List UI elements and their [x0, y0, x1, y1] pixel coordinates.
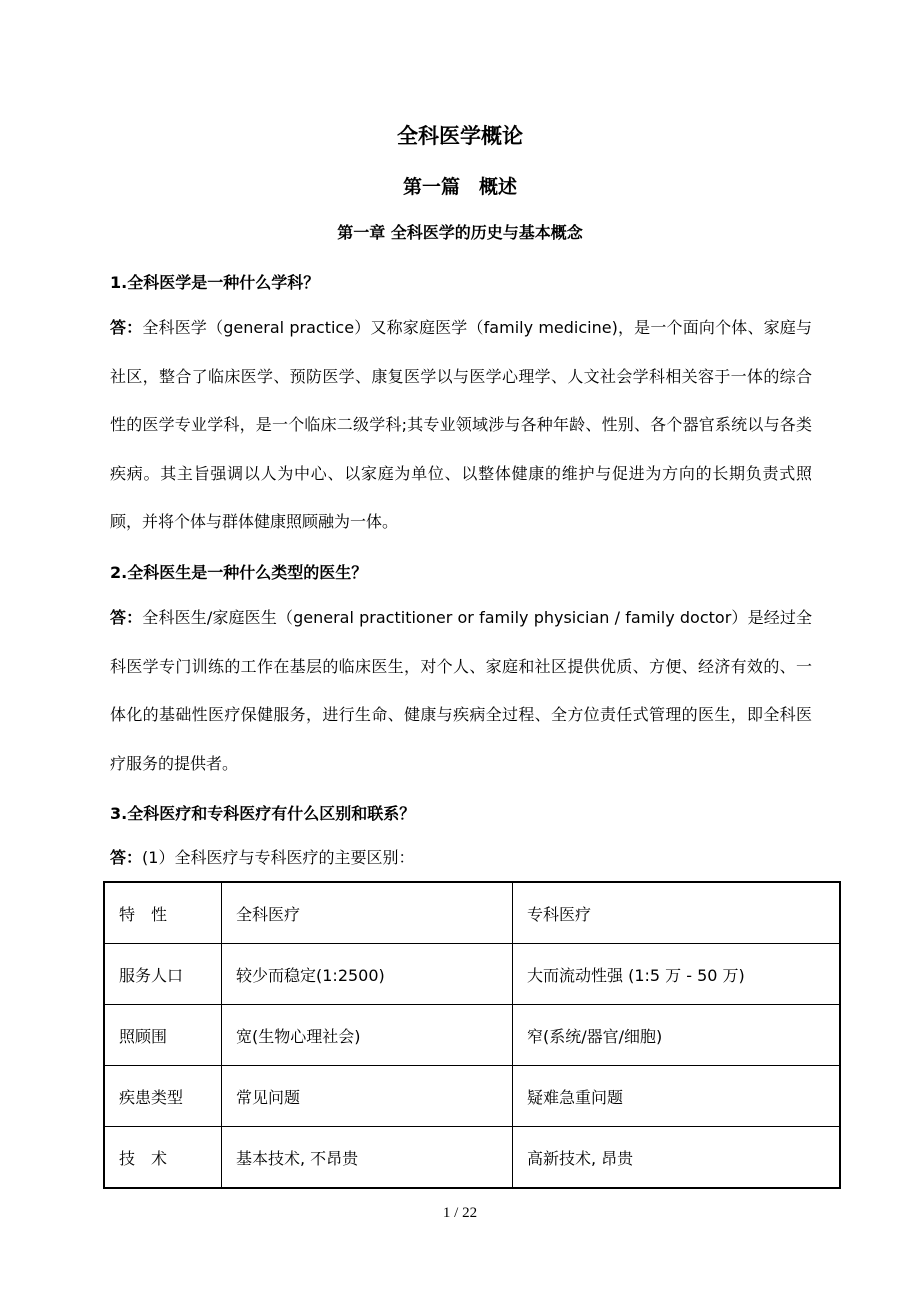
table-cell: 高新技术, 昂贵	[513, 1127, 841, 1189]
answer-3	[110, 834, 812, 883]
answer-text: 全科医学（general practice）又称家庭医学（family medicine)，是一个面向个体、家庭与社区，整合了临床医学、预防医学、康复医学以与医学心理学、人文社会学科相关容于一体的综合性的医学专业学科，是一个临床二级学科;其专业领域涉与各种年龄、性别、各个器官系统以与各类疾病。其主旨强调以人为中心、以家庭为单位、以整体健康的维护与促进为方向的长期负责式照顾，并将个体与群体健康照顾融为一体。	[110, 318, 812, 531]
table-header-cell: 专科医疗	[513, 882, 841, 944]
table-row	[104, 1005, 840, 1066]
page-number: 1 / 22	[442, 1205, 478, 1221]
table-row	[104, 1127, 840, 1189]
table-header-row	[104, 882, 840, 944]
table-cell: 宽(生物心理社会)	[222, 1005, 513, 1066]
answer-label: 答：	[110, 848, 143, 867]
answer-text: 全科医生/家庭医生（general practitioner or family physician / family doctor）是经过全科医学专门训练的工作在基层的临床医生，对个人、家庭和社区提供优质、方便、经济有效的、一体化的基础性医疗保健服务，进行生命、健康与疾病全过程、全方位责任式管理的医生，即全科医疗服务的提供者。	[110, 608, 812, 773]
table-cell: 较少而稳定(1:2500)	[222, 944, 513, 1005]
answer-text: (1）全科医疗与专科医疗的主要区别：	[142, 848, 415, 867]
table-cell: 技 术	[104, 1127, 222, 1189]
document-title: 全科医学概论	[397, 124, 523, 148]
table-cell: 常见问题	[222, 1066, 513, 1127]
table-cell: 窄(系统/器官/细胞)	[513, 1005, 841, 1066]
table-row	[104, 944, 840, 1005]
table-cell: 大而流动性强 (1:5 万 - 50 万)	[513, 944, 841, 1005]
question-1: 1.全科医学是一种什么学科？	[110, 273, 320, 292]
answer-label: 答：	[110, 608, 143, 627]
table-cell: 疑难急重问题	[513, 1066, 841, 1127]
table-cell: 基本技术, 不昂贵	[222, 1127, 513, 1189]
answer-label: 答：	[110, 318, 143, 337]
table-header-cell: 全科医疗	[222, 882, 513, 944]
chapter-heading: 第一章 全科医学的历史与基本概念	[337, 223, 583, 242]
answer-1	[110, 304, 812, 547]
question-2: 2.全科医生是一种什么类型的医生？	[110, 563, 368, 582]
question-3: 3.全科医疗和专科医疗有什么区别和联系？	[110, 804, 416, 823]
answer-2	[110, 594, 812, 788]
table-cell: 服务人口	[104, 944, 222, 1005]
table-cell: 照顾围	[104, 1005, 222, 1066]
table-header-cell: 特 性	[104, 882, 222, 944]
table-cell: 疾患类型	[104, 1066, 222, 1127]
table-row	[104, 1066, 840, 1127]
part-heading: 第一篇 概述	[402, 176, 517, 198]
comparison-table	[103, 881, 841, 1189]
